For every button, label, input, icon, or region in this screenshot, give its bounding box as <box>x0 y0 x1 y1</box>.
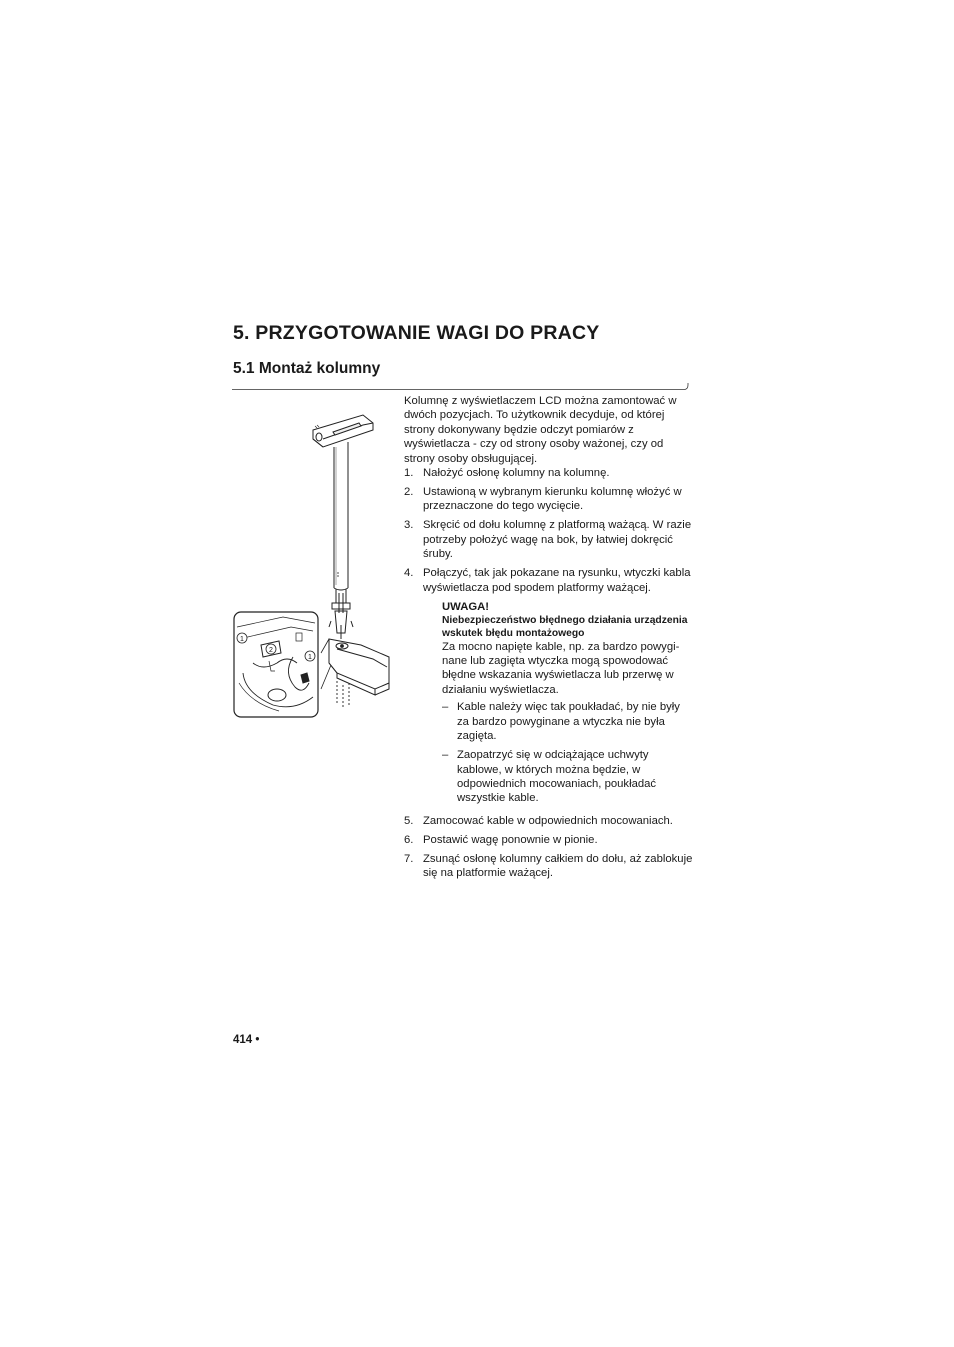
steps-list-1 <box>404 466 694 595</box>
instructions <box>404 394 694 885</box>
dash-marker: – <box>442 701 449 714</box>
step-item <box>404 833 694 847</box>
step-number: 5. <box>404 814 414 827</box>
step-text: Zsunąć osłonę kolumny całkiem do dołu, aż zablokuje się na platformie ważącej. <box>423 852 693 880</box>
warning-subtitle: Niebezpieczeństwo błędnego działania urządzenia wskutek błędu montażowego <box>442 614 688 639</box>
column-assembly-illustration <box>233 413 395 723</box>
step-item <box>404 566 694 595</box>
step-number: 6. <box>404 833 414 846</box>
step-number: 2. <box>404 486 414 499</box>
step-text: Połączyć, tak jak pokazane na rysunku, wtyczki kabla wyświetlacza pod spodem platformy ważącej. <box>423 567 691 594</box>
page-number: 414 • <box>233 1034 260 1046</box>
step-number: 4. <box>404 567 414 580</box>
bullet-text: Zaopatrzyć się w odciążające uchwyty kablowe, w których można będzie, w odpowiednich mocowaniach, poukładać wszystkie kable. <box>457 749 657 805</box>
warning-title: UWAGA! <box>442 600 490 613</box>
steps-list-2 <box>404 814 694 881</box>
step-text: Nałożyć osłonę kolumny na kolumnę. <box>423 467 610 480</box>
screws <box>337 681 349 707</box>
platform-corner <box>329 639 389 695</box>
callout-1-right: 1 <box>308 654 312 661</box>
step-item <box>404 466 694 480</box>
step-item <box>404 518 694 561</box>
lcd-display-head <box>313 415 373 447</box>
step-number: 1. <box>404 467 414 480</box>
chapter-title: 5. PRZYGOTOWANIE WAGI DO PRACY <box>233 322 600 344</box>
step-text: Zamocować kable w odpowiednich mocowaniach. <box>423 814 673 827</box>
warning-bullet <box>442 748 694 806</box>
section-title: 5.1 Montaż kolumny <box>233 360 381 377</box>
warning-bullet <box>442 700 694 743</box>
warning-text: Za mocno napięte kable, np. za bardzo powygi-nane lub zagięta wtyczka mogą spowodować błędne wskazania wyświetlacza lub przerwę w działaniu wyświetlacza. <box>442 640 680 696</box>
step-text: Ustawioną w wybranym kierunku kolumnę włożyć w przeznaczone do tego wycięcie. <box>423 486 682 513</box>
step-item <box>404 852 694 881</box>
intro-paragraph: Kolumnę z wyświetlaczem LCD można zamontować w dwóch pozycjach. To użytkownik decyduje, od której strony dokonywany będzie odczyt pomiarów z wyświetlacza - czy od strony osoby ważonej, czy od strony osoby obsługującej. <box>404 395 677 465</box>
callout-2: 2 <box>269 647 273 654</box>
section-rule <box>232 381 692 391</box>
dash-marker: – <box>442 749 449 762</box>
bullet-text: Kable należy więc tak poukładać, by nie były za bardzo powyginane a wtyczka nie była zagięta. <box>457 701 680 743</box>
step-text: Postawić wagę ponownie w pionie. <box>423 833 598 846</box>
detail-inset <box>234 612 318 717</box>
step-item <box>404 814 694 828</box>
step-text: Skręcić od dołu kolumnę z platformą ważącą. W razie potrzeby położyć wagę na bok, by łatwiej dokręcić śruby. <box>423 519 692 561</box>
warning-box <box>442 600 694 806</box>
callout-1-left: 1 <box>240 636 244 643</box>
column-pole <box>329 442 353 639</box>
step-item <box>404 485 694 514</box>
step-number: 7. <box>404 852 414 865</box>
warning-bullets <box>442 700 694 805</box>
step-number: 3. <box>404 519 414 532</box>
